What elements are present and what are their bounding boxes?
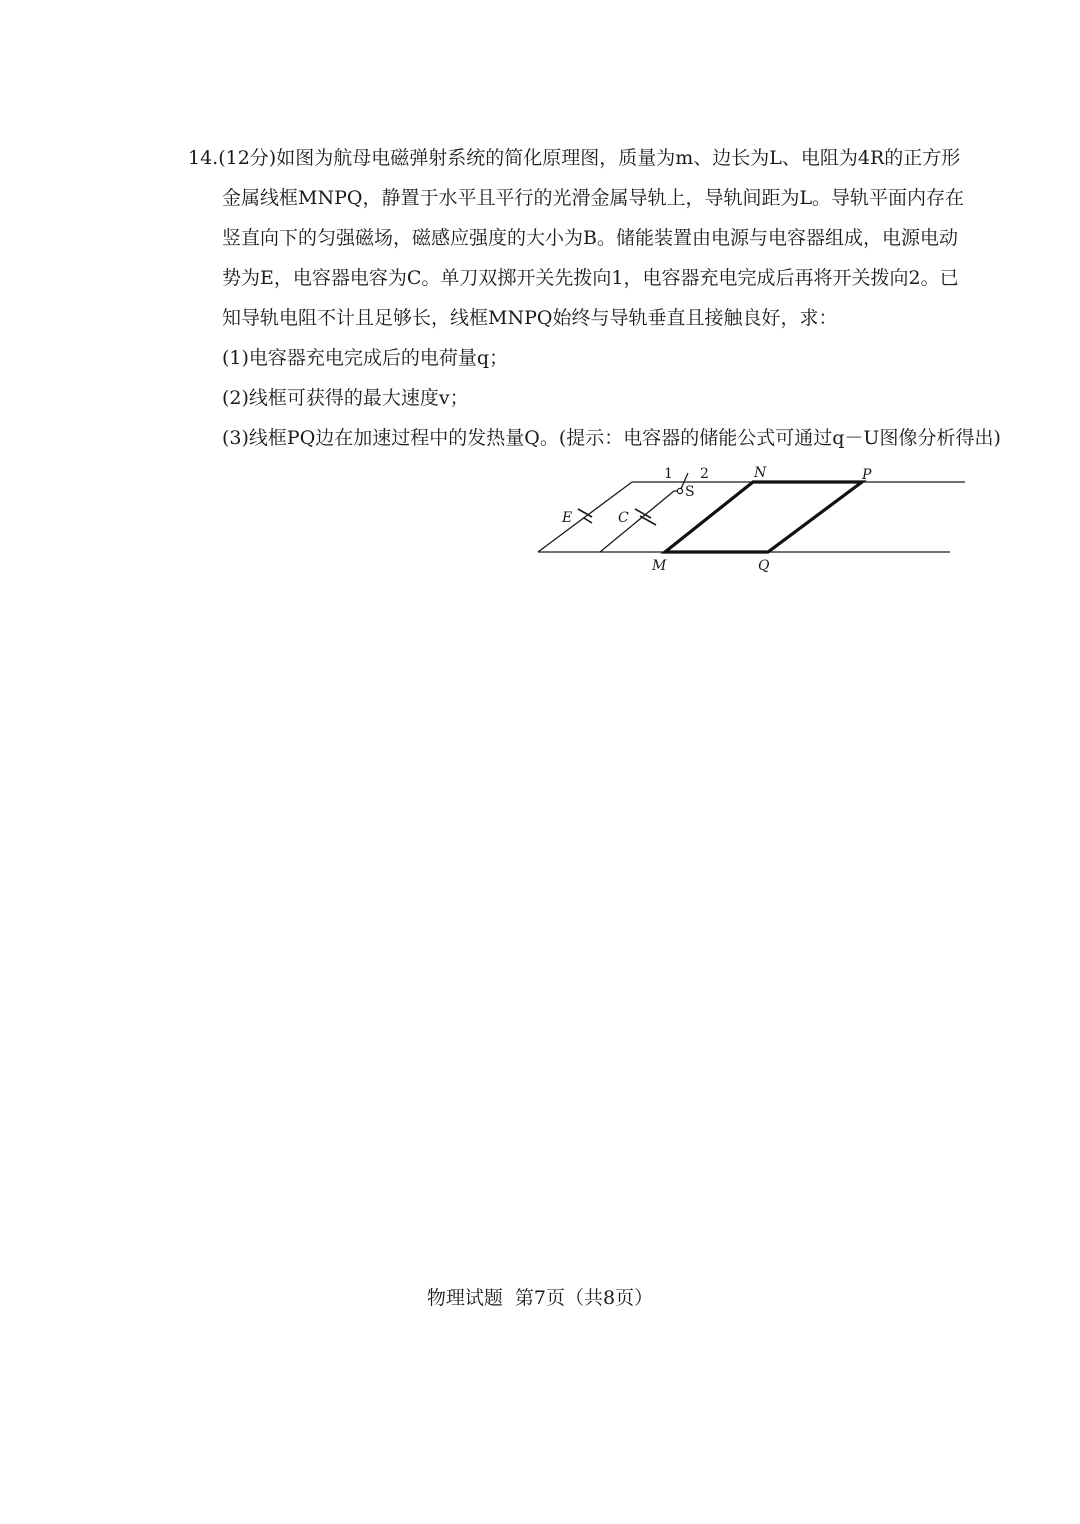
problem-line-2: 金属线框MNPQ，静置于水平且平行的光滑金属导轨上，导轨间距为L。导轨平面内存在 [222, 187, 965, 209]
footer-page: 第7页（共8页） [514, 1287, 654, 1309]
circuit-diagram [520, 455, 970, 585]
label-switch-1: 1 [664, 466, 673, 482]
capacitor-symbol [635, 509, 656, 525]
label-p: P [862, 467, 872, 483]
problem-line-3: 竖直向下的匀强磁场，磁感应强度的大小为B。储能装置由电源与电容器组成，电源电动 [222, 227, 958, 249]
problem-line-5: 知导轨电阻不计且足够长，线框MNPQ始终与导轨垂直且接触良好，求： [222, 307, 838, 329]
footer-subject: 物理试题 [426, 1287, 503, 1309]
question-3: (3)线框PQ边在加速过程中的发热量Q。(提示：电容器的储能公式可通过q－U图像分析得出) [222, 427, 1001, 449]
label-s: S [685, 484, 695, 500]
label-m: M [652, 558, 667, 574]
c-branch-diag [600, 491, 674, 552]
question-2: (2)线框可获得的最大速度v； [222, 387, 469, 409]
label-q: Q [758, 558, 770, 574]
problem-text: (12分)如图为航母电磁弹射系统的简化原理图，质量为m、边长为L、电阻为4R的正方形 [218, 147, 961, 169]
page-footer [0, 1283, 1080, 1310]
problem-number: 14. [188, 147, 219, 169]
label-switch-2: 2 [700, 466, 709, 482]
question-1: (1)电容器充电完成后的电荷量q； [222, 347, 509, 369]
switch-pivot [677, 488, 682, 493]
label-c: C [618, 510, 629, 526]
problem-line-1 [188, 143, 960, 170]
label-n: N [754, 465, 767, 481]
label-e: E [562, 510, 573, 526]
problem-line-4: 势为E，电容器电容为C。单刀双掷开关先拨向1，电容器充电完成后再将开关拨向2。已 [222, 267, 959, 289]
